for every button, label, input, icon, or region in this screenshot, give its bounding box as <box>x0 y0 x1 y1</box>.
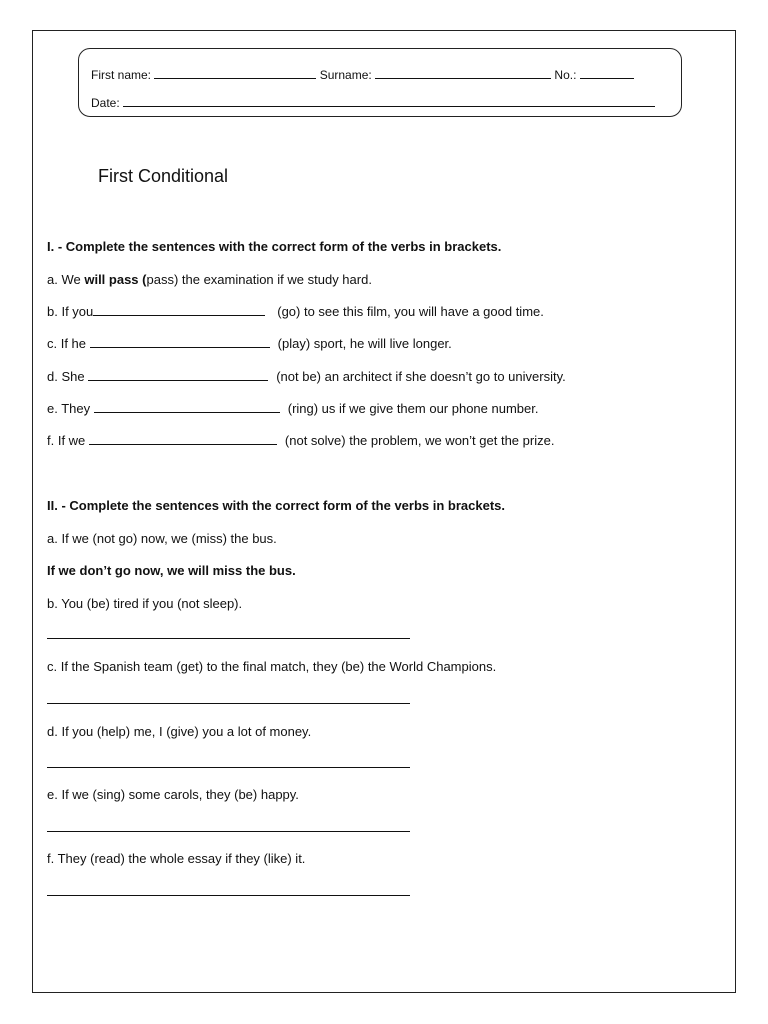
item-text: d. She <box>47 369 89 384</box>
section2-item: b. You (be) tired if you (not sleep). <box>47 596 243 611</box>
answer-line[interactable] <box>47 767 410 768</box>
section1-example <box>47 272 372 287</box>
answer-line[interactable] <box>47 831 410 832</box>
number-field[interactable] <box>580 67 634 79</box>
answer-line[interactable] <box>47 638 410 639</box>
section1-item <box>47 401 538 416</box>
surname-field[interactable] <box>375 67 551 79</box>
section2-item: d. If you (help) me, I (give) you a lot of money. <box>47 724 312 739</box>
answer-blank[interactable] <box>94 402 280 413</box>
name-line <box>91 67 634 82</box>
date-field[interactable] <box>123 95 655 107</box>
answer-line[interactable] <box>47 895 410 896</box>
answer-blank[interactable] <box>90 337 270 348</box>
section1-item <box>47 304 544 319</box>
section1-item <box>47 336 452 351</box>
item-text: (not be) an architect if she doesn’t go to university. <box>276 369 566 384</box>
section2-item: f. They (read) the whole essay if they (like) it. <box>47 851 306 866</box>
item-text: (play) sport, he will live longer. <box>277 336 452 351</box>
answer-blank[interactable] <box>93 305 265 316</box>
example-answer: will pass ( <box>84 272 147 287</box>
section1-item <box>47 369 566 384</box>
surname-label: Surname: <box>319 68 372 82</box>
student-info-box <box>78 48 682 117</box>
section1-item <box>47 433 554 448</box>
section2-example-question: a. If we (not go) now, we (miss) the bus. <box>47 531 277 546</box>
date-line <box>91 95 655 110</box>
worksheet-title: First Conditional <box>98 166 229 186</box>
example-prefix: a. We <box>47 272 85 287</box>
item-text: e. They <box>47 401 94 416</box>
section2-item: c. If the Spanish team (get) to the final match, they (be) the World Champions. <box>47 659 497 674</box>
item-text: (go) to see this film, you will have a good time. <box>277 304 544 319</box>
item-text: (ring) us if we give them our phone number. <box>287 401 539 416</box>
first-name-label: First name: <box>91 68 152 82</box>
section1-heading: I. - Complete the sentences with the correct form of the verbs in brackets. <box>47 239 502 254</box>
section2-heading: II. - Complete the sentences with the correct form of the verbs in brackets. <box>47 498 506 513</box>
item-text: (not solve) the problem, we won’t get the prize. <box>284 433 555 448</box>
section2-example-answer: If we don’t go now, we will miss the bus. <box>47 563 296 578</box>
section2-item: e. If we (sing) some carols, they (be) happy. <box>47 787 299 802</box>
date-label: Date: <box>91 96 120 110</box>
number-label: No.: <box>554 68 577 82</box>
answer-blank[interactable] <box>89 434 277 445</box>
answer-line[interactable] <box>47 703 410 704</box>
example-suffix: pass) the examination if we study hard. <box>146 272 372 287</box>
first-name-field[interactable] <box>154 67 316 79</box>
item-text: f. If we <box>47 433 89 448</box>
item-text: c. If he <box>47 336 90 351</box>
answer-blank[interactable] <box>88 370 268 381</box>
item-text: b. If you <box>47 304 94 319</box>
